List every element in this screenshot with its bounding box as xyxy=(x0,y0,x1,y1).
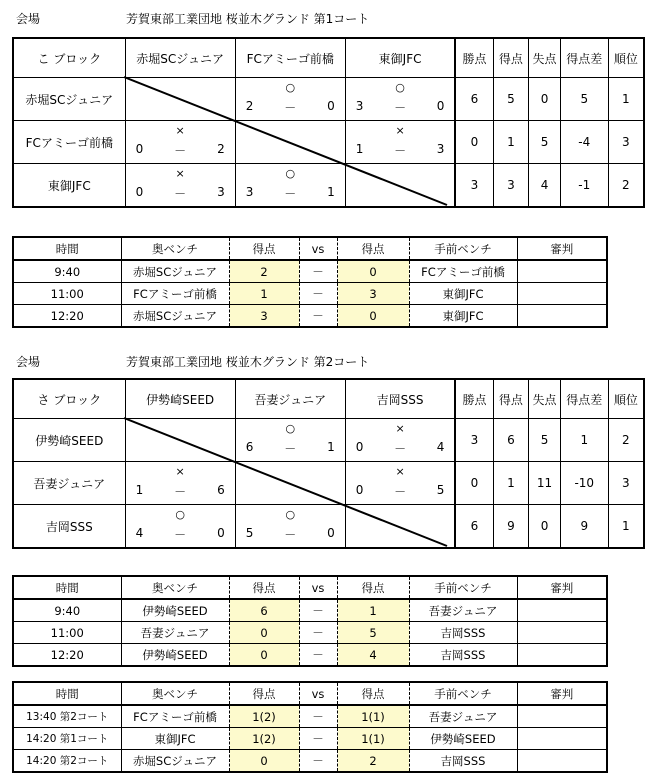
stat-value: 3 xyxy=(608,462,644,505)
home-bench: 東御JFC xyxy=(409,283,517,305)
home-bench: FCアミーゴ前橋 xyxy=(409,260,517,283)
stat-value: 11 xyxy=(529,462,561,505)
match-row xyxy=(13,705,607,728)
score-against: 0 xyxy=(436,99,445,113)
match-time: 12:20 xyxy=(13,305,121,328)
stat-value: 0 xyxy=(455,462,493,505)
away-score: 6 xyxy=(229,599,299,622)
schedule-header: 審判 xyxy=(517,576,607,599)
home-bench: 東御JFC xyxy=(409,305,517,328)
versus: － xyxy=(299,283,337,305)
team-name: 吉岡SSS xyxy=(13,505,125,549)
schedule-header: 審判 xyxy=(517,682,607,705)
result-mark: × xyxy=(395,124,405,137)
away-bench: 赤堀SCジュニア xyxy=(121,260,229,283)
result-mark: ○ xyxy=(175,508,185,521)
result-mark: ○ xyxy=(285,422,296,435)
match-time: 14:20 第2コート xyxy=(13,750,121,773)
versus: － xyxy=(299,599,337,622)
home-score: 4 xyxy=(337,644,409,667)
stat-value: -4 xyxy=(560,121,608,164)
away-score: 3 xyxy=(229,305,299,328)
match-row xyxy=(13,728,607,750)
match-row xyxy=(13,305,607,328)
score-for: 6 xyxy=(245,440,254,454)
score-dash: － xyxy=(394,144,407,158)
away-bench: 赤堀SCジュニア xyxy=(121,305,229,328)
score-for: 0 xyxy=(355,440,364,454)
score-dash: － xyxy=(284,528,297,542)
match-time: 11:00 xyxy=(13,283,121,305)
stat-value: 1 xyxy=(560,419,608,462)
away-score: 1(2) xyxy=(229,728,299,750)
home-bench: 吾妻ジュニア xyxy=(409,599,517,622)
match-schedule xyxy=(12,681,608,773)
stat-value: 9 xyxy=(493,505,529,549)
result-mark: ○ xyxy=(285,167,296,180)
stat-value: 0 xyxy=(529,505,561,549)
team-header: 吾妻ジュニア xyxy=(235,379,345,419)
stat-value: 6 xyxy=(455,505,493,549)
match-row xyxy=(13,622,607,644)
result-mark: ○ xyxy=(285,508,296,521)
away-score: 1 xyxy=(229,283,299,305)
versus: － xyxy=(299,305,337,328)
result-mark: × xyxy=(175,465,185,478)
away-bench: 赤堀SCジュニア xyxy=(121,750,229,773)
home-bench: 吉岡SSS xyxy=(409,750,517,773)
score-dash: － xyxy=(284,187,297,201)
score-dash: － xyxy=(394,485,407,499)
score-against: 1 xyxy=(327,185,335,199)
stat-value: 3 xyxy=(455,164,493,208)
score-dash: － xyxy=(174,144,187,158)
stat-header: 順位 xyxy=(608,38,644,78)
result-mark: ○ xyxy=(285,81,296,94)
result-mark: × xyxy=(395,465,405,478)
schedule-header: 得点 xyxy=(229,237,299,260)
schedule-header: 時間 xyxy=(13,237,121,260)
home-score: 3 xyxy=(337,283,409,305)
score-dash: － xyxy=(394,101,407,115)
referee xyxy=(517,305,607,328)
match-time: 13:40 第2コート xyxy=(13,705,121,728)
stat-header: 勝点 xyxy=(455,38,493,78)
schedule-header: 奥ベンチ xyxy=(121,682,229,705)
home-score: 1(1) xyxy=(337,728,409,750)
block-name: さ ブロック xyxy=(13,379,125,419)
score-for: 0 xyxy=(135,142,144,156)
schedule-header: 得点 xyxy=(337,576,409,599)
away-score: 0 xyxy=(229,750,299,773)
match-row xyxy=(13,644,607,667)
stat-header: 失点 xyxy=(529,38,561,78)
team-name: 東御JFC xyxy=(13,164,125,208)
stat-value: 0 xyxy=(529,78,561,121)
schedule-header: 奥ベンチ xyxy=(121,576,229,599)
match-row xyxy=(13,750,607,773)
schedule-header: vs xyxy=(299,682,337,705)
stat-value: 5 xyxy=(560,78,608,121)
home-bench: 吉岡SSS xyxy=(409,622,517,644)
match-row xyxy=(13,599,607,622)
diagonal-line xyxy=(124,77,448,205)
score-against: 6 xyxy=(217,483,225,497)
stat-value: 5 xyxy=(529,419,561,462)
schedule-header: vs xyxy=(299,576,337,599)
team-header: 東御JFC xyxy=(345,38,455,78)
match-schedule xyxy=(12,236,608,328)
referee xyxy=(517,283,607,305)
home-score: 2 xyxy=(337,750,409,773)
stat-header: 得点差 xyxy=(560,379,608,419)
result-mark: × xyxy=(175,124,185,137)
score-for: 1 xyxy=(355,142,364,156)
away-score: 0 xyxy=(229,622,299,644)
away-score: 2 xyxy=(229,260,299,283)
venue-name: 芳賀東部工業団地 桜並木グランド 第2コート xyxy=(126,355,370,369)
schedule-header: 得点 xyxy=(229,576,299,599)
schedule-header: 奥ベンチ xyxy=(121,237,229,260)
schedule-header: 時間 xyxy=(13,682,121,705)
away-score: 0 xyxy=(229,644,299,667)
venue-name: 芳賀東部工業団地 桜並木グランド 第1コート xyxy=(126,12,370,26)
stat-value: 5 xyxy=(493,78,529,121)
stat-value: 2 xyxy=(608,419,644,462)
stat-value: 1 xyxy=(493,121,529,164)
home-bench: 吾妻ジュニア xyxy=(409,705,517,728)
score-against: 3 xyxy=(436,142,445,156)
schedule-header: 手前ベンチ xyxy=(409,237,517,260)
stat-value: -10 xyxy=(560,462,608,505)
stat-value: -1 xyxy=(560,164,608,208)
stat-value: 1 xyxy=(608,78,644,121)
stat-value: 6 xyxy=(493,419,529,462)
versus: － xyxy=(299,705,337,728)
stat-value: 1 xyxy=(493,462,529,505)
stat-value: 3 xyxy=(608,121,644,164)
stat-value: 9 xyxy=(560,505,608,549)
match-schedule xyxy=(12,575,608,667)
stat-value: 3 xyxy=(493,164,529,208)
stat-header: 失点 xyxy=(529,379,561,419)
score-dash: － xyxy=(174,485,187,499)
score-against: 0 xyxy=(327,99,335,113)
score-for: 3 xyxy=(355,99,364,113)
result-mark: ○ xyxy=(395,81,405,94)
result-mark: × xyxy=(395,422,405,435)
match-time: 9:40 xyxy=(13,599,121,622)
match-row xyxy=(13,283,607,305)
venue-label: 会場 xyxy=(16,355,41,369)
team-name: 吾妻ジュニア xyxy=(13,462,125,505)
score-for: 0 xyxy=(355,483,364,497)
score-against: 2 xyxy=(217,142,225,156)
score-for: 3 xyxy=(245,185,254,199)
referee xyxy=(517,705,607,728)
versus: － xyxy=(299,260,337,283)
home-score: 0 xyxy=(337,305,409,328)
stat-header: 順位 xyxy=(608,379,644,419)
away-bench: 伊勢崎SEED xyxy=(121,644,229,667)
score-dash: － xyxy=(394,442,407,456)
away-bench: FCアミーゴ前橋 xyxy=(121,283,229,305)
match-time: 11:00 xyxy=(13,622,121,644)
schedule-header: 得点 xyxy=(337,682,409,705)
diagonal-line xyxy=(124,418,448,546)
score-for: 0 xyxy=(135,185,144,199)
score-for: 2 xyxy=(245,99,254,113)
referee xyxy=(517,622,607,644)
score-against: 1 xyxy=(327,440,335,454)
referee xyxy=(517,728,607,750)
match-time: 9:40 xyxy=(13,260,121,283)
away-bench: 伊勢崎SEED xyxy=(121,599,229,622)
schedule-header: 手前ベンチ xyxy=(409,576,517,599)
team-name: 赤堀SCジュニア xyxy=(13,78,125,121)
away-bench: 吾妻ジュニア xyxy=(121,622,229,644)
schedule-header: vs xyxy=(299,237,337,260)
score-dash: － xyxy=(284,101,297,115)
referee xyxy=(517,599,607,622)
stat-value: 6 xyxy=(455,78,493,121)
score-against: 4 xyxy=(436,440,445,454)
stat-value: 3 xyxy=(455,419,493,462)
score-for: 5 xyxy=(245,526,254,540)
schedule-header: 時間 xyxy=(13,576,121,599)
stat-header: 得点 xyxy=(493,379,529,419)
match-row xyxy=(13,260,607,283)
stat-header: 得点 xyxy=(493,38,529,78)
score-for: 1 xyxy=(135,483,144,497)
team-name: 伊勢崎SEED xyxy=(13,419,125,462)
score-dash: － xyxy=(174,528,187,542)
schedule-header: 得点 xyxy=(337,237,409,260)
home-score: 1(1) xyxy=(337,705,409,728)
team-header: FCアミーゴ前橋 xyxy=(235,38,345,78)
home-bench: 吉岡SSS xyxy=(409,644,517,667)
home-bench: 伊勢崎SEED xyxy=(409,728,517,750)
away-bench: FCアミーゴ前橋 xyxy=(121,705,229,728)
venue-label: 会場 xyxy=(16,12,41,26)
schedule-header: 手前ベンチ xyxy=(409,682,517,705)
referee xyxy=(517,260,607,283)
stat-value: 4 xyxy=(529,164,561,208)
referee xyxy=(517,750,607,773)
stat-header: 得点差 xyxy=(560,38,608,78)
versus: － xyxy=(299,622,337,644)
home-score: 1 xyxy=(337,599,409,622)
stat-value: 1 xyxy=(608,505,644,549)
team-header: 赤堀SCジュニア xyxy=(125,38,235,78)
schedule-header: 審判 xyxy=(517,237,607,260)
home-score: 5 xyxy=(337,622,409,644)
away-score: 1(2) xyxy=(229,705,299,728)
block-name: こ ブロック xyxy=(13,38,125,78)
versus: － xyxy=(299,728,337,750)
score-against: 0 xyxy=(217,526,225,540)
away-bench: 東御JFC xyxy=(121,728,229,750)
score-dash: － xyxy=(174,187,187,201)
result-mark: × xyxy=(175,167,185,180)
stat-value: 0 xyxy=(455,121,493,164)
stat-value: 5 xyxy=(529,121,561,164)
home-score: 0 xyxy=(337,260,409,283)
score-against: 0 xyxy=(327,526,335,540)
versus: － xyxy=(299,644,337,667)
versus: － xyxy=(299,750,337,773)
stat-header: 勝点 xyxy=(455,379,493,419)
team-header: 吉岡SSS xyxy=(345,379,455,419)
team-header: 伊勢崎SEED xyxy=(125,379,235,419)
referee xyxy=(517,644,607,667)
score-against: 5 xyxy=(436,483,445,497)
match-time: 14:20 第1コート xyxy=(13,728,121,750)
score-dash: － xyxy=(284,442,297,456)
stat-value: 2 xyxy=(608,164,644,208)
team-name: FCアミーゴ前橋 xyxy=(13,121,125,164)
score-against: 3 xyxy=(217,185,225,199)
score-for: 4 xyxy=(135,526,144,540)
match-time: 12:20 xyxy=(13,644,121,667)
schedule-header: 得点 xyxy=(229,682,299,705)
